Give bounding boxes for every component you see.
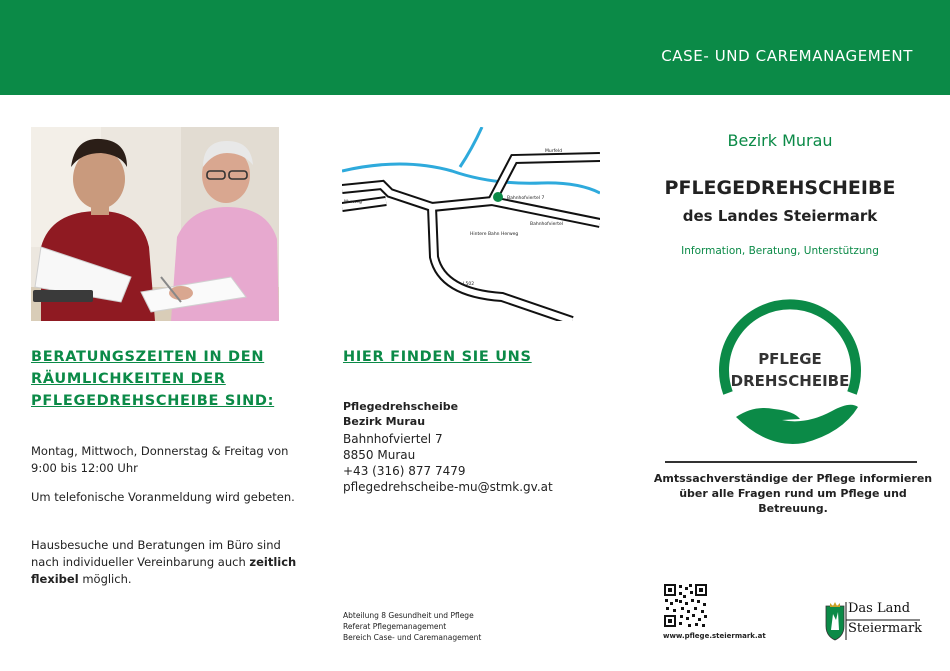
- main-subtitle: des Landes Steiermark: [682, 207, 878, 225]
- pflege-drehscheibe-logo: [710, 293, 870, 453]
- home-visits-end: möglich.: [82, 572, 132, 586]
- website-url[interactable]: www.pflege.steiermark.at: [663, 632, 766, 640]
- map-label-bahnhofviertel: Bahnhofviertel: [530, 222, 564, 227]
- consultation-photo: [31, 127, 279, 321]
- department-line-1: Abteilung 8 Gesundheit und Pflege: [343, 611, 474, 620]
- district-title: Bezirk Murau: [727, 131, 833, 150]
- office-hours-text: Montag, Mittwoch, Donnerstag & Freitag von 9:00 bis 12:00 Uhr: [31, 444, 289, 475]
- land-text-line-1: Das Land: [848, 601, 911, 616]
- header-bar: [0, 0, 950, 95]
- land-steiermark-logo: [824, 600, 922, 642]
- home-visits-text: [31, 537, 301, 588]
- department-line-3: Bereich Case- und Caremanagement: [343, 633, 482, 642]
- address-phone[interactable]: +43 (316) 877 7479: [343, 464, 466, 478]
- map-label-murweg: Murweg: [344, 200, 362, 205]
- address-org: [343, 399, 458, 429]
- find-us-heading: HIER FINDEN SIE UNS: [343, 349, 532, 365]
- tagline: Information, Beratung, Unterstützung: [681, 245, 879, 257]
- map-label-hintere: Hintere Bahn Herweg: [470, 232, 519, 237]
- divider: [665, 461, 917, 463]
- home-visits-start: Hausbesuche und Beratungen im Büro sind nach individueller Vereinbarung auch: [31, 538, 281, 569]
- department-footer: [343, 610, 481, 643]
- address-org-name: Pflegedrehscheibe: [343, 400, 459, 413]
- address-city: 8850 Murau: [343, 448, 416, 462]
- address-block: [343, 431, 553, 495]
- address-street: Bahnhofviertel 7: [343, 432, 443, 446]
- phone-note-text: Um telefonische Voranmeldung wird gebeten.: [31, 490, 295, 504]
- map-label-l502: L502: [463, 282, 475, 287]
- location-map: [342, 127, 600, 321]
- map-label-murfeld: Murfeld: [545, 149, 563, 154]
- info-statement: Amtssachverständige der Pflege informieren über alle Fragen rund um Pflege und Betreuung.: [653, 472, 933, 515]
- qr-code[interactable]: [663, 583, 708, 628]
- home-visits-bold: zeitlich flexibel: [31, 555, 297, 586]
- address-org-district: Bezirk Murau: [343, 415, 426, 428]
- header-title: CASE- UND CAREMANAGEMENT: [661, 47, 913, 65]
- land-text-line-2: Steiermark: [848, 621, 923, 636]
- map-location-marker: [493, 192, 503, 202]
- logo-text-drehscheibe: DREHSCHEIBE: [730, 372, 850, 390]
- office-hours-heading: BERATUNGSZEITEN IN DEN RÄUMLICHKEITEN DER PFLEGEDREHSCHEIBE SIND:: [31, 349, 275, 409]
- department-line-2: Referat Pflegemanagement: [343, 622, 447, 631]
- map-label-bahnhofviertel7: Bahnhofviertel 7: [507, 196, 545, 201]
- main-title: PFLEGEDREHSCHEIBE: [664, 177, 896, 199]
- logo-text-pflege: PFLEGE: [758, 350, 822, 368]
- address-email[interactable]: pflegedrehscheibe-mu@stmk.gv.at: [343, 480, 553, 494]
